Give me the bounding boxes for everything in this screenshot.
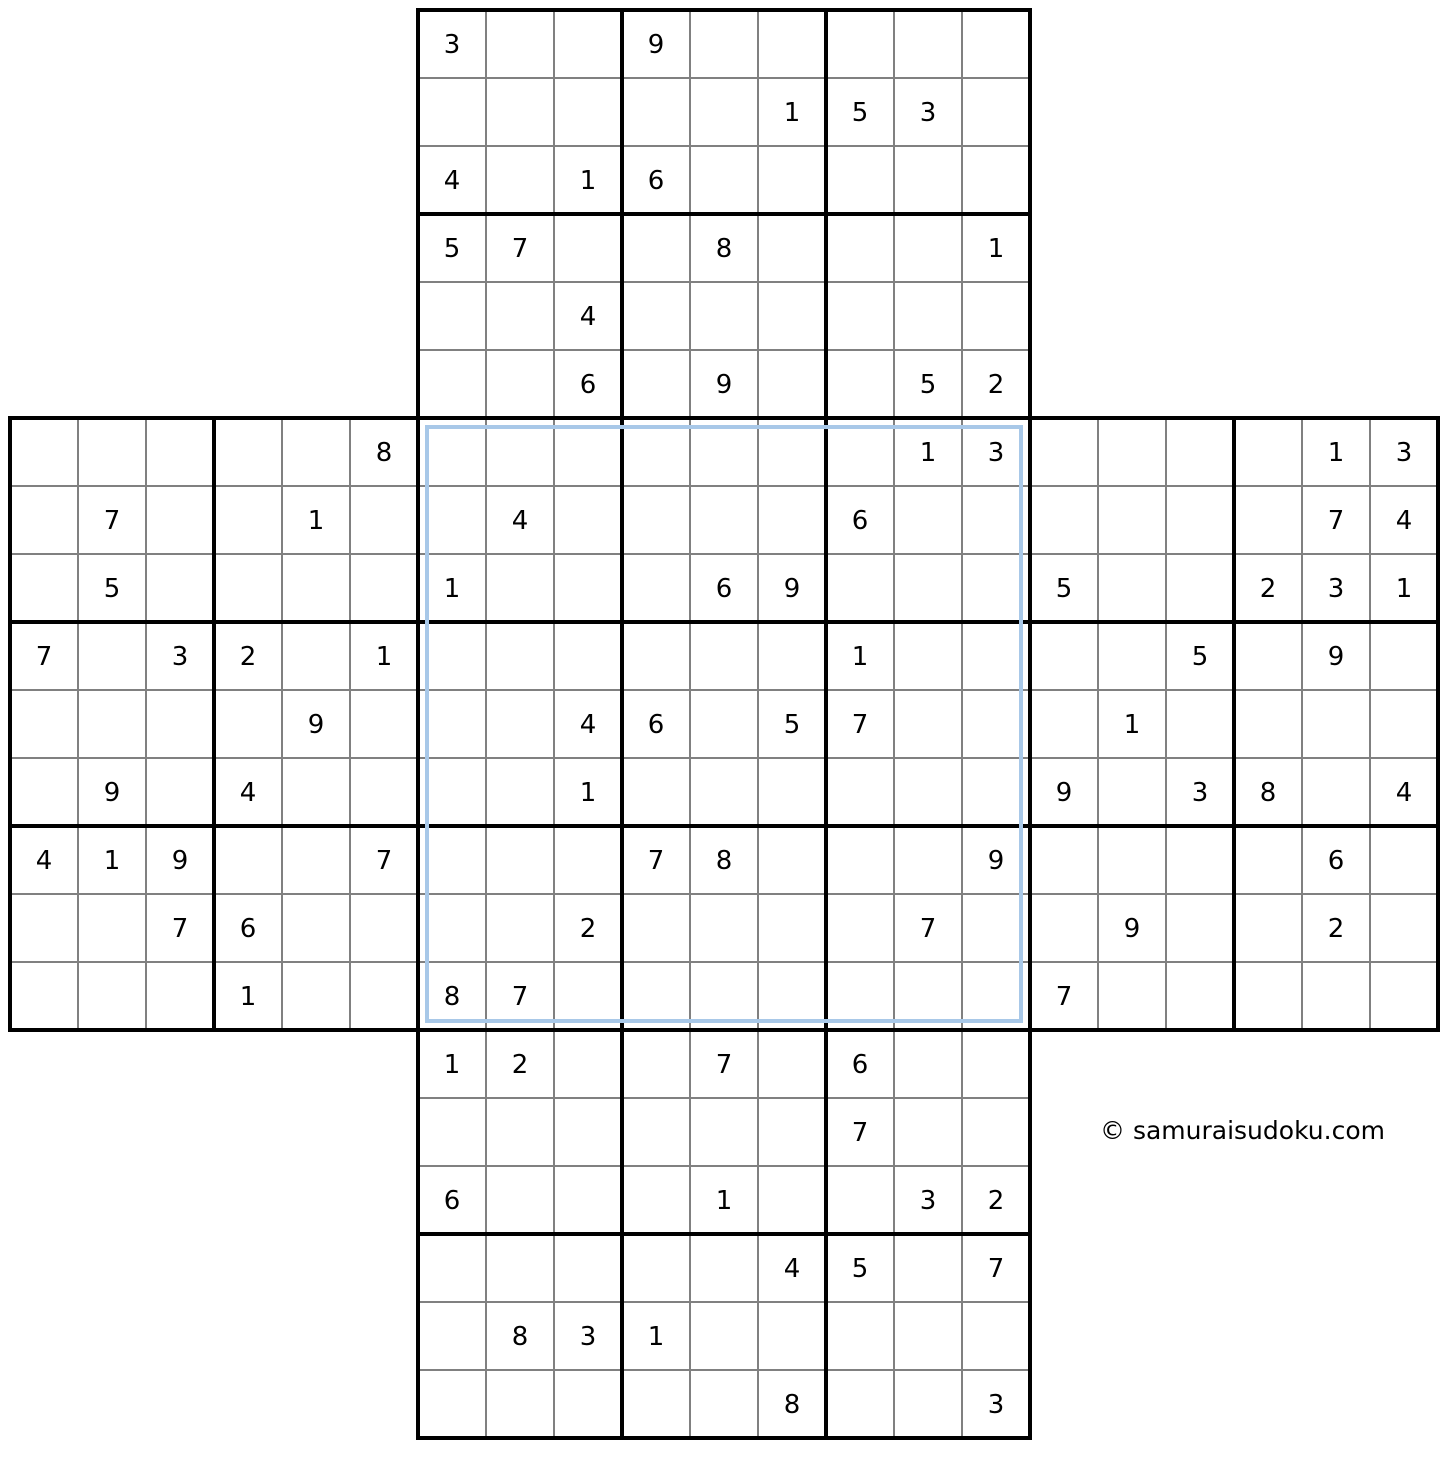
sudoku-cell[interactable] — [554, 1370, 622, 1438]
sudoku-cell[interactable] — [826, 1302, 894, 1370]
given-digit: 9 — [1055, 778, 1073, 808]
sudoku-cell[interactable] — [554, 554, 622, 622]
given-digit: 1 — [375, 642, 393, 672]
sudoku-cell[interactable] — [350, 758, 418, 826]
sudoku-cell[interactable] — [1234, 894, 1302, 962]
sudoku-cell[interactable] — [894, 1370, 962, 1438]
given-digit: 2 — [511, 1050, 529, 1080]
sudoku-cell[interactable] — [10, 486, 78, 554]
sudoku-cell[interactable] — [894, 1302, 962, 1370]
sudoku-cell[interactable] — [690, 894, 758, 962]
given-digit: 3 — [579, 1322, 597, 1352]
sudoku-cell[interactable] — [894, 826, 962, 894]
sudoku-cell[interactable] — [690, 146, 758, 214]
sudoku-cell[interactable] — [962, 282, 1030, 350]
sudoku-cell[interactable] — [1030, 826, 1098, 894]
sudoku-cell[interactable] — [690, 622, 758, 690]
given-digit: 7 — [647, 846, 665, 876]
sudoku-cell[interactable] — [418, 282, 486, 350]
sudoku-cell[interactable] — [622, 1234, 690, 1302]
sudoku-cell[interactable] — [758, 894, 826, 962]
sudoku-cell[interactable] — [1370, 622, 1438, 690]
given-digit: 2 — [239, 642, 257, 672]
sudoku-cell[interactable] — [282, 826, 350, 894]
sudoku-cell[interactable] — [554, 1234, 622, 1302]
given-digit: 7 — [851, 1118, 869, 1148]
sudoku-cell[interactable] — [418, 78, 486, 146]
sudoku-cell[interactable] — [1098, 826, 1166, 894]
sudoku-cell[interactable] — [418, 1370, 486, 1438]
sudoku-cell[interactable] — [1030, 486, 1098, 554]
given-digit: 4 — [443, 166, 461, 196]
sudoku-cell[interactable] — [1030, 622, 1098, 690]
sudoku-cell[interactable] — [1166, 486, 1234, 554]
given-digit: 2 — [987, 1186, 1005, 1216]
sudoku-cell[interactable] — [146, 758, 214, 826]
sudoku-cell[interactable] — [1166, 962, 1234, 1030]
sudoku-cell[interactable] — [1370, 894, 1438, 962]
given-digit: 3 — [1395, 438, 1413, 468]
sudoku-cell[interactable] — [622, 1098, 690, 1166]
given-digit: 8 — [715, 846, 733, 876]
sudoku-cell[interactable] — [1234, 418, 1302, 486]
sudoku-cell[interactable] — [486, 758, 554, 826]
given-digit: 5 — [851, 1254, 869, 1284]
sudoku-cell[interactable] — [1302, 962, 1370, 1030]
given-digit: 3 — [1191, 778, 1209, 808]
sudoku-cell[interactable] — [554, 1030, 622, 1098]
sudoku-cell[interactable] — [1030, 894, 1098, 962]
sudoku-cell[interactable] — [486, 146, 554, 214]
sudoku-cell[interactable] — [78, 622, 146, 690]
given-digit: 7 — [511, 982, 529, 1012]
given-digit: 1 — [1395, 574, 1413, 604]
given-digit: 3 — [443, 30, 461, 60]
given-digit: 6 — [579, 370, 597, 400]
sudoku-cell[interactable] — [1098, 622, 1166, 690]
sudoku-cell[interactable] — [826, 826, 894, 894]
sudoku-cell[interactable] — [146, 554, 214, 622]
given-digit: 7 — [103, 506, 121, 536]
given-digit: 9 — [647, 30, 665, 60]
sudoku-cell[interactable] — [690, 1370, 758, 1438]
sudoku-cell[interactable] — [146, 690, 214, 758]
sudoku-cell[interactable] — [350, 894, 418, 962]
sudoku-cell[interactable] — [622, 1370, 690, 1438]
sudoku-cell[interactable] — [758, 214, 826, 282]
sudoku-cell[interactable] — [1234, 690, 1302, 758]
sudoku-cell[interactable] — [1030, 418, 1098, 486]
sudoku-cell[interactable] — [690, 1098, 758, 1166]
given-digit: 3 — [919, 98, 937, 128]
given-digit: 5 — [1055, 574, 1073, 604]
sudoku-cell[interactable] — [10, 554, 78, 622]
sudoku-cell[interactable] — [1302, 690, 1370, 758]
sudoku-cell[interactable] — [486, 1166, 554, 1234]
given-digit: 1 — [1327, 438, 1345, 468]
given-digit: 9 — [987, 846, 1005, 876]
sudoku-cell[interactable] — [418, 350, 486, 418]
sudoku-cell[interactable] — [894, 1234, 962, 1302]
sudoku-cell[interactable] — [78, 894, 146, 962]
sudoku-cell[interactable] — [418, 1098, 486, 1166]
sudoku-cell[interactable] — [486, 690, 554, 758]
sudoku-cell[interactable] — [1302, 758, 1370, 826]
sudoku-cell[interactable] — [486, 1098, 554, 1166]
given-digit: 8 — [783, 1390, 801, 1420]
given-digit: 3 — [1327, 574, 1345, 604]
given-digit: 1 — [239, 982, 257, 1012]
given-digit: 1 — [579, 778, 597, 808]
given-digit: 6 — [239, 914, 257, 944]
sudoku-cell[interactable] — [282, 622, 350, 690]
given-digit: 3 — [919, 1186, 937, 1216]
sudoku-cell[interactable] — [826, 1370, 894, 1438]
sudoku-cell[interactable] — [758, 758, 826, 826]
sudoku-cell[interactable] — [1098, 418, 1166, 486]
sudoku-cell[interactable] — [10, 962, 78, 1030]
sudoku-cell[interactable] — [554, 78, 622, 146]
given-digit: 6 — [1327, 846, 1345, 876]
sudoku-cell[interactable] — [622, 282, 690, 350]
given-digit: 5 — [443, 234, 461, 264]
sudoku-cell[interactable] — [214, 554, 282, 622]
sudoku-cell[interactable] — [826, 146, 894, 214]
sudoku-cell[interactable] — [486, 350, 554, 418]
sudoku-cell[interactable] — [554, 1098, 622, 1166]
sudoku-cell[interactable] — [214, 418, 282, 486]
given-digit: 9 — [171, 846, 189, 876]
sudoku-cell[interactable] — [962, 10, 1030, 78]
given-digit: 4 — [1395, 506, 1413, 536]
given-digit: 7 — [375, 846, 393, 876]
given-digit: 1 — [307, 506, 325, 536]
sudoku-cell[interactable] — [282, 894, 350, 962]
sudoku-cell[interactable] — [622, 554, 690, 622]
sudoku-cell[interactable] — [350, 962, 418, 1030]
given-digit: 2 — [987, 370, 1005, 400]
sudoku-cell[interactable] — [758, 10, 826, 78]
given-digit: 8 — [443, 982, 461, 1012]
sudoku-cell[interactable] — [758, 146, 826, 214]
sudoku-cell[interactable] — [962, 78, 1030, 146]
given-digit: 6 — [715, 574, 733, 604]
given-digit: 7 — [511, 234, 529, 264]
copyright-label: © samuraisudoku.com — [1100, 1116, 1385, 1145]
given-digit: 8 — [375, 438, 393, 468]
sudoku-cell[interactable] — [78, 418, 146, 486]
given-digit: 7 — [1055, 982, 1073, 1012]
sudoku-cell[interactable] — [622, 758, 690, 826]
sudoku-cell[interactable] — [554, 10, 622, 78]
sudoku-cell[interactable] — [486, 282, 554, 350]
sudoku-cell[interactable] — [1166, 894, 1234, 962]
sudoku-cell[interactable] — [554, 1166, 622, 1234]
given-digit: 9 — [1123, 914, 1141, 944]
sudoku-cell[interactable] — [962, 146, 1030, 214]
sudoku-cell[interactable] — [690, 10, 758, 78]
given-digit: 7 — [1327, 506, 1345, 536]
sudoku-cell[interactable] — [622, 622, 690, 690]
sudoku-cell[interactable] — [962, 1030, 1030, 1098]
sudoku-cell[interactable] — [690, 690, 758, 758]
sudoku-cell[interactable] — [690, 486, 758, 554]
sudoku-cell[interactable] — [554, 826, 622, 894]
given-digit: 4 — [239, 778, 257, 808]
sudoku-cell[interactable] — [758, 282, 826, 350]
sudoku-cell[interactable] — [1370, 690, 1438, 758]
sudoku-cell[interactable] — [1098, 554, 1166, 622]
sudoku-cell[interactable] — [894, 1030, 962, 1098]
sudoku-cell[interactable] — [962, 1302, 1030, 1370]
sudoku-cell[interactable] — [758, 1030, 826, 1098]
sudoku-cell[interactable] — [1234, 826, 1302, 894]
sudoku-cell[interactable] — [486, 894, 554, 962]
sudoku-cell[interactable] — [486, 78, 554, 146]
sudoku-cell[interactable] — [418, 1234, 486, 1302]
given-digit: 2 — [1259, 574, 1277, 604]
given-digit: 7 — [35, 642, 53, 672]
given-digit: 9 — [715, 370, 733, 400]
sudoku-cell[interactable] — [350, 554, 418, 622]
given-digit: 9 — [307, 710, 325, 740]
given-digit: 2 — [579, 914, 597, 944]
given-digit: 9 — [1327, 642, 1345, 672]
sudoku-cell[interactable] — [1166, 418, 1234, 486]
sudoku-cell[interactable] — [758, 1302, 826, 1370]
given-digit: 1 — [1123, 710, 1141, 740]
given-digit: 1 — [103, 846, 121, 876]
cells-layer — [10, 10, 1438, 1438]
sudoku-cell[interactable] — [622, 894, 690, 962]
sudoku-cell[interactable] — [894, 1098, 962, 1166]
sudoku-cell[interactable] — [1234, 962, 1302, 1030]
sudoku-cell[interactable] — [690, 758, 758, 826]
sudoku-cell[interactable] — [758, 826, 826, 894]
given-digit: 6 — [443, 1186, 461, 1216]
sudoku-cell[interactable] — [826, 894, 894, 962]
given-digit: 1 — [715, 1186, 733, 1216]
sudoku-cell[interactable] — [1098, 486, 1166, 554]
sudoku-cell[interactable] — [486, 10, 554, 78]
sudoku-cell[interactable] — [826, 1166, 894, 1234]
given-digit: 5 — [783, 710, 801, 740]
sudoku-cell[interactable] — [894, 214, 962, 282]
given-digit: 9 — [103, 778, 121, 808]
sudoku-cell[interactable] — [894, 690, 962, 758]
sudoku-cell[interactable] — [758, 486, 826, 554]
given-digit: 2 — [1327, 914, 1345, 944]
sudoku-cell[interactable] — [826, 350, 894, 418]
given-digit: 5 — [103, 574, 121, 604]
sudoku-cell[interactable] — [78, 690, 146, 758]
sudoku-cell[interactable] — [690, 1234, 758, 1302]
sudoku-cell[interactable] — [214, 690, 282, 758]
sudoku-cell[interactable] — [1166, 554, 1234, 622]
given-digit: 3 — [171, 642, 189, 672]
given-digit: 1 — [647, 1322, 665, 1352]
given-digit: 7 — [851, 710, 869, 740]
given-digit: 4 — [783, 1254, 801, 1284]
given-digit: 1 — [783, 98, 801, 128]
sudoku-cell[interactable] — [622, 214, 690, 282]
sudoku-cell[interactable] — [690, 1302, 758, 1370]
sudoku-cell[interactable] — [486, 1234, 554, 1302]
sudoku-cell[interactable] — [962, 1098, 1030, 1166]
sudoku-cell[interactable] — [622, 1166, 690, 1234]
sudoku-cell[interactable] — [622, 78, 690, 146]
sudoku-cell[interactable] — [826, 554, 894, 622]
sudoku-cell[interactable] — [282, 758, 350, 826]
sudoku-cell[interactable] — [690, 78, 758, 146]
sudoku-cell[interactable] — [894, 146, 962, 214]
given-digit: 4 — [35, 846, 53, 876]
sudoku-cell[interactable] — [10, 690, 78, 758]
given-digit: 1 — [851, 642, 869, 672]
sudoku-cell[interactable] — [894, 554, 962, 622]
given-digit: 7 — [987, 1254, 1005, 1284]
sudoku-cell[interactable] — [758, 1098, 826, 1166]
sudoku-cell[interactable] — [758, 622, 826, 690]
sudoku-cell[interactable] — [146, 418, 214, 486]
sudoku-cell[interactable] — [350, 690, 418, 758]
given-digit: 4 — [579, 302, 597, 332]
sudoku-cell[interactable] — [758, 350, 826, 418]
sudoku-cell[interactable] — [1370, 826, 1438, 894]
given-digit: 3 — [987, 1390, 1005, 1420]
given-digit: 6 — [851, 506, 869, 536]
sudoku-cell[interactable] — [554, 486, 622, 554]
given-digit: 7 — [715, 1050, 733, 1080]
given-digit: 9 — [783, 574, 801, 604]
sudoku-cell[interactable] — [486, 1370, 554, 1438]
sudoku-cell[interactable] — [486, 554, 554, 622]
sudoku-cell[interactable] — [10, 418, 78, 486]
given-digit: 4 — [579, 710, 597, 740]
sudoku-cell[interactable] — [486, 622, 554, 690]
given-digit: 1 — [579, 166, 597, 196]
sudoku-cell[interactable] — [622, 350, 690, 418]
sudoku-cell[interactable] — [214, 826, 282, 894]
sudoku-cell[interactable] — [350, 486, 418, 554]
sudoku-cell[interactable] — [282, 418, 350, 486]
sudoku-cell[interactable] — [622, 486, 690, 554]
sudoku-cell[interactable] — [1234, 486, 1302, 554]
given-digit: 7 — [171, 914, 189, 944]
sudoku-cell[interactable] — [1030, 690, 1098, 758]
sudoku-cell[interactable] — [554, 214, 622, 282]
sudoku-cell[interactable] — [282, 554, 350, 622]
sudoku-cell[interactable] — [282, 962, 350, 1030]
sudoku-cell[interactable] — [214, 486, 282, 554]
given-digit: 6 — [851, 1050, 869, 1080]
given-digit: 8 — [511, 1322, 529, 1352]
sudoku-cell[interactable] — [1166, 826, 1234, 894]
given-digit: 4 — [511, 506, 529, 536]
sudoku-cell[interactable] — [146, 486, 214, 554]
sudoku-cell[interactable] — [826, 214, 894, 282]
given-digit: 5 — [851, 98, 869, 128]
sudoku-cell[interactable] — [826, 758, 894, 826]
sudoku-cell[interactable] — [10, 758, 78, 826]
given-digit: 1 — [987, 234, 1005, 264]
sudoku-cell[interactable] — [554, 622, 622, 690]
sudoku-cell[interactable] — [1098, 758, 1166, 826]
given-digit: 3 — [987, 438, 1005, 468]
sudoku-cell[interactable] — [894, 758, 962, 826]
sudoku-cell[interactable] — [894, 282, 962, 350]
given-digit: 5 — [919, 370, 937, 400]
given-digit: 1 — [919, 438, 937, 468]
sudoku-cell[interactable] — [894, 622, 962, 690]
sudoku-cell[interactable] — [1098, 962, 1166, 1030]
sudoku-cell[interactable] — [1234, 622, 1302, 690]
given-digit: 1 — [443, 574, 461, 604]
sudoku-cell[interactable] — [486, 826, 554, 894]
sudoku-cell[interactable] — [418, 1302, 486, 1370]
sudoku-cell[interactable] — [10, 894, 78, 962]
sudoku-cell[interactable] — [1370, 962, 1438, 1030]
sudoku-cell[interactable] — [758, 1166, 826, 1234]
given-digit: 8 — [715, 234, 733, 264]
sudoku-cell[interactable] — [826, 282, 894, 350]
given-digit: 6 — [647, 710, 665, 740]
given-digit: 6 — [647, 166, 665, 196]
sudoku-cell[interactable] — [690, 282, 758, 350]
sudoku-cell[interactable] — [622, 1030, 690, 1098]
given-digit: 7 — [919, 914, 937, 944]
sudoku-cell[interactable] — [78, 962, 146, 1030]
sudoku-cell[interactable] — [894, 10, 962, 78]
given-digit: 8 — [1259, 778, 1277, 808]
sudoku-cell[interactable] — [894, 486, 962, 554]
given-digit: 5 — [1191, 642, 1209, 672]
sudoku-cell[interactable] — [146, 962, 214, 1030]
given-digit: 1 — [443, 1050, 461, 1080]
sudoku-cell[interactable] — [826, 10, 894, 78]
sudoku-cell[interactable] — [1166, 690, 1234, 758]
given-digit: 4 — [1395, 778, 1413, 808]
